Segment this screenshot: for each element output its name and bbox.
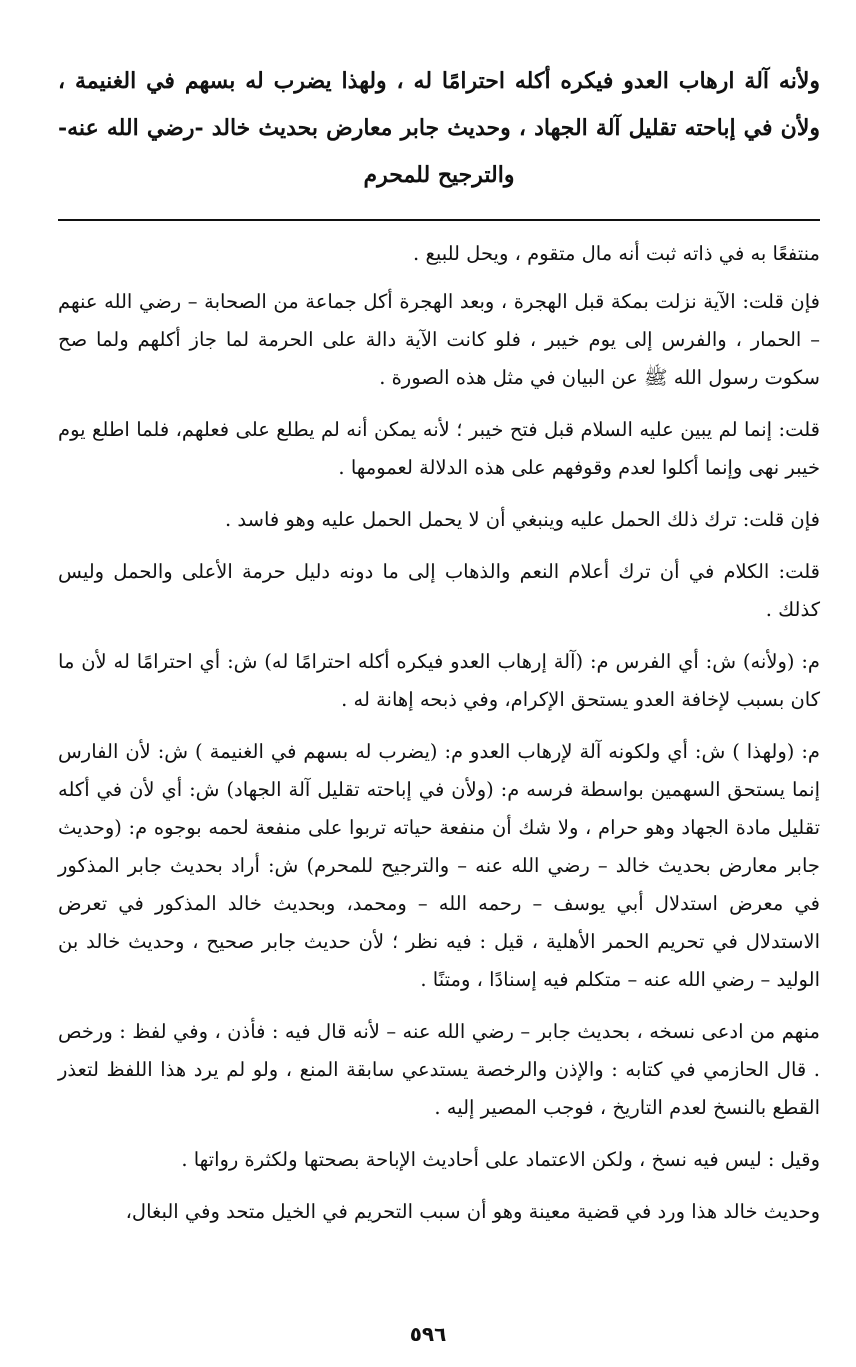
commentary-paragraph: منتفعًا به في ذاته ثبت أنه مال متقوم ، ويحل للبيع . (413, 242, 820, 265)
page-number: ٥٩٦ (409, 1322, 447, 1346)
commentary-paragraph: م: (ولأنه) ش: أي الفرس م: (آلة إرهاب العدو فيكره أكله احترامًا له) ش: أي احترامًا له لأن ما كان بسبب لإخافة العدو يستحق الإكرام، وفي ذبحه إهانة له . (58, 650, 820, 711)
commentary-paragraph: منهم من ادعى نسخه ، بحديث جابر – رضي الله عنه – لأنه قال فيه : فأذن ، وفي لفظ : ورخص . قال الحازمي في كتابه : والإذن والرخصة يستدعي سابقة المنع ، ولو لم يرد هذا اللفظ لتعذر القطع بالنسخ لعدم التاريخ ، فوجب المصير إليه . (58, 1020, 820, 1119)
commentary-paragraph: فإن قلت: ترك ذلك الحمل عليه وينبغي أن لا يحمل الحمل عليه وهو فاسد . (224, 508, 820, 531)
page-body (58, 58, 820, 1245)
commentary-paragraph: فإن قلت: الآية نزلت بمكة قبل الهجرة ، وبعد الهجرة أكل جماعة من الصحابة – رضي الله عنهم – الحمار ، والفرس إلى يوم خيبر ، فلو كانت الآية دالة على الحرمة لما جاز أكلهم ولما صح سكوت رسول الله ﷺ عن البيان في مثل هذه الصورة . (58, 290, 820, 389)
commentary-paragraph: م: (ولهذا ) ش: أي ولكونه آلة لإرهاب العدو م: (يضرب له بسهم في الغنيمة ) ش: لأن الفارس إنما يستحق السهمين بواسطة فرسه م: (ولأن في إباحته تقليل آلة الجهاد) ش: أي لأن في أكله تقليل مادة الجهاد وهو حرام ، ولا شك أن منفعة حياته تربوا على منفعة لحمه بوجوه م: (وحديث جابر معارض بحديث خالد – رضي الله عنه – والترجيح للمحرم) ش: أراد بحديث جابر المذكور في معرض استدلال أبي يوسف – رحمه الله – ومحمد، وبحديث خالد المذكور في تعرض الاستدلال في تحريم الحمر الأهلية ، قيل : فيه نظر ؛ لأن حديث جابر صحيح ، وحديث خالد بن الوليد – رضي الله عنه – متكلم فيه إسنادًا ، ومتنًا . (58, 740, 820, 991)
commentary-paragraph: وحديث خالد هذا ورد في قضية معينة وهو أن سبب التحريم في الخيل متحد وفي البغال، (125, 1200, 820, 1223)
matn-text: ولأنه آلة ارهاب العدو فيكره أكله احترامًا له ، ولهذا يضرب له بسهم في الغنيمة ، ولأن في إباحته تقليل آلة الجهاد ، وحديث جابر معارض بحديث خالد -رضي الله عنه- والترجيح للمحرم (58, 68, 820, 188)
commentary-paragraph: قلت: الكلام في أن ترك أعلام النعم والذهاب إلى ما دونه دليل حرمة الأعلى والحمل وليس كذلك . (58, 560, 820, 621)
separator-rule (58, 219, 820, 221)
commentary-paragraph: قلت: إنما لم يبين عليه السلام قبل فتح خيبر ؛ لأنه يمكن أنه لم يطلع على فعلهم، فلما اطلع يوم خيبر نهى وإنما أكلوا لعدم وقوفهم على هذه الدلالة لعمومها . (58, 418, 820, 479)
commentary-paragraph: وقيل : ليس فيه نسخ ، ولكن الاعتماد على أحاديث الإباحة بصحتها ولكثرة رواتها . (181, 1148, 820, 1171)
